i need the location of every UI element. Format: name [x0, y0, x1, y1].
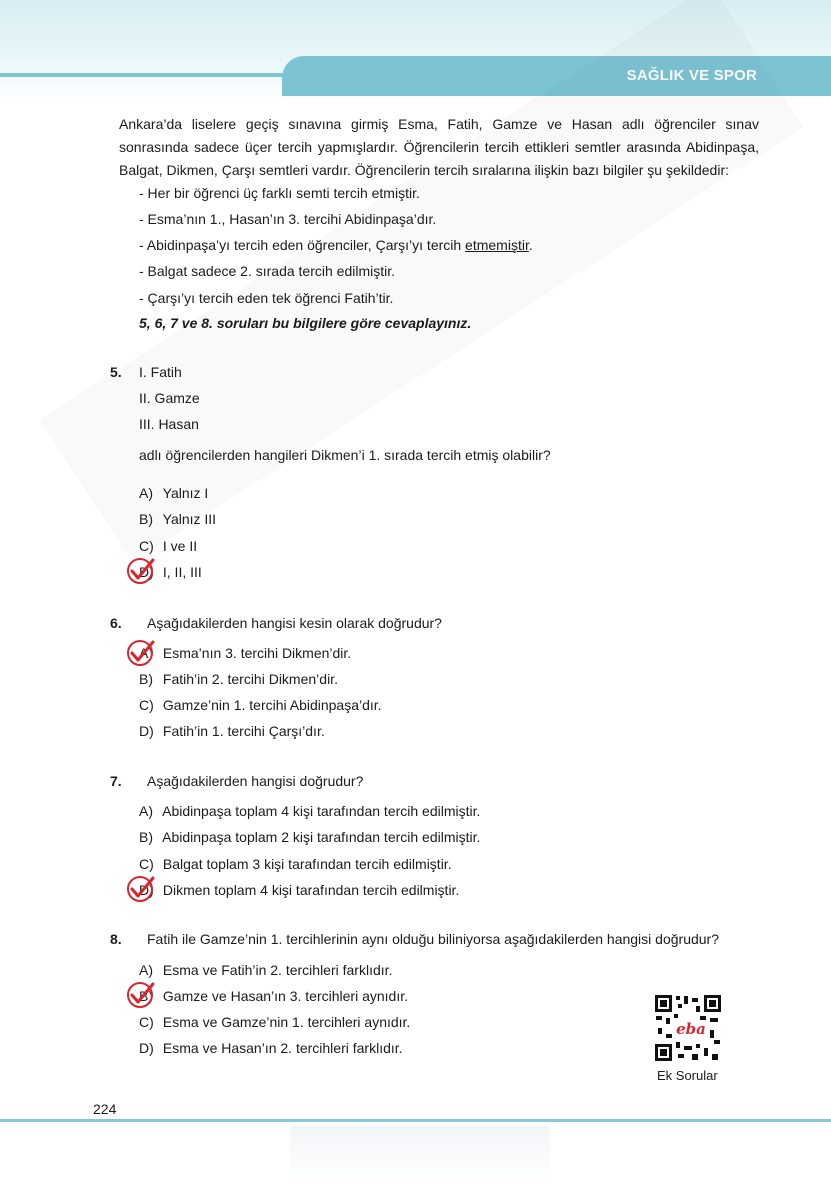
question-5-option-c[interactable]: [139, 538, 197, 554]
question-5-number: 5.: [110, 364, 122, 380]
option-letter: B): [139, 829, 153, 845]
checkmark-icon: [126, 556, 156, 586]
qr-logo-text: eba: [676, 1020, 706, 1038]
checkmark-icon: [126, 980, 156, 1010]
clue-4: - Balgat sadece 2. sırada tercih edilmiştir.: [139, 263, 396, 279]
question-5-statement-3: III. Hasan: [139, 416, 199, 432]
question-8-option-a[interactable]: [139, 962, 392, 978]
question-6-number: 6.: [110, 615, 122, 631]
option-text: Gamze’nin 1. tercihi Abidinpaşa’dır.: [162, 697, 382, 713]
question-5-statement-2: II. Gamze: [139, 390, 200, 406]
question-7-option-a[interactable]: [139, 803, 480, 819]
clue-3-end: .: [528, 237, 533, 253]
option-text: Gamze ve Hasan’ın 3. tercihleri aynıdır.: [162, 988, 408, 1004]
question-6-option-a[interactable]: [139, 645, 351, 661]
question-8-number: 8.: [110, 931, 122, 947]
option-letter: A): [139, 962, 153, 978]
option-text: I ve II: [162, 538, 198, 554]
option-text: Dikmen toplam 4 kişi tarafından tercih edilmiştir.: [162, 882, 460, 898]
option-letter: B): [139, 988, 153, 1004]
option-text: Balgat toplam 3 kişi tarafından tercih edilmiştir.: [162, 856, 452, 872]
option-letter: C): [139, 856, 154, 872]
question-5-statement-1: I. Fatih: [139, 364, 182, 380]
clue-1: - Her bir öğrenci üç farklı semti tercih etmiştir.: [139, 185, 420, 201]
option-text: Fatih’in 1. tercihi Çarşı’dır.: [162, 723, 325, 739]
question-6-option-c[interactable]: [139, 697, 382, 713]
option-text: Esma’nın 3. tercihi Dikmen’dir.: [162, 645, 352, 661]
option-letter: A): [139, 485, 153, 501]
page-number: 224: [93, 1101, 117, 1117]
qr-code[interactable]: [654, 994, 722, 1062]
question-5-text: adlı öğrencilerden hangileri Dikmen’i 1. sırada tercih etmiş olabilir?: [139, 447, 551, 463]
option-text: I, II, III: [162, 564, 202, 580]
option-text: Esma ve Fatih’in 2. tercihleri farklıdır.: [162, 962, 393, 978]
option-letter: D): [139, 723, 154, 739]
question-6-text: Aşağıdakilerden hangisi kesin olarak doğrudur?: [147, 615, 442, 631]
question-7-number: 7.: [110, 773, 122, 789]
option-letter: C): [139, 538, 154, 554]
question-5-option-a[interactable]: [139, 485, 208, 501]
option-letter: D): [139, 564, 154, 580]
checkmark-icon: [126, 638, 156, 668]
question-7-option-b[interactable]: [139, 829, 480, 845]
checkmark-icon: [126, 874, 156, 904]
question-7-option-d[interactable]: [139, 882, 459, 898]
option-text: Fatih’in 2. tercihi Dikmen’dir.: [162, 671, 338, 687]
question-6-option-d[interactable]: [139, 723, 325, 739]
footer-decoration: [290, 1126, 550, 1184]
clue-3-underlined: etmemiştir: [465, 237, 529, 253]
option-letter: B): [139, 671, 153, 687]
clue-5: - Çarşı’yı tercih eden tek öğrenci Fatih’tir.: [139, 290, 394, 306]
question-8-option-d[interactable]: [139, 1040, 403, 1056]
option-text: Esma ve Gamze’nin 1. tercihleri aynıdır.: [162, 1014, 411, 1030]
question-5-option-b[interactable]: [139, 511, 216, 527]
question-8-option-c[interactable]: [139, 1014, 410, 1030]
option-letter: A): [139, 803, 153, 819]
option-text: Abidinpaşa toplam 4 kişi tarafından tercih edilmiştir.: [162, 803, 481, 819]
option-text: Yalnız I: [162, 485, 209, 501]
option-letter: D): [139, 882, 154, 898]
option-letter: D): [139, 1040, 154, 1056]
qr-caption: Ek Sorular: [657, 1068, 718, 1083]
question-6-option-b[interactable]: [139, 671, 338, 687]
option-letter: A): [139, 645, 153, 661]
option-text: Yalnız III: [162, 511, 217, 527]
question-7-option-c[interactable]: [139, 856, 452, 872]
question-7-text: Aşağıdakilerden hangisi doğrudur?: [147, 773, 364, 789]
instruction-text: 5, 6, 7 ve 8. soruları bu bilgilere göre cevaplayınız.: [139, 315, 472, 331]
option-text: Abidinpaşa toplam 2 kişi tarafından tercih edilmiştir.: [162, 829, 481, 845]
clue-2: - Esma’nın 1., Hasan’ın 3. tercihi Abidinpaşa’dır.: [139, 211, 437, 227]
section-title: SAĞLIK VE SPOR: [626, 67, 757, 84]
intro-text: Ankara’da liselere geçiş sınavına girmiş Esma, Fatih, Gamze ve Hasan adlı öğrenciler sınav sonrasında sadece üçer tercih yapmışlardır. Öğrencilerin tercih ettikleri semtler arasında Abidinpaşa, Balgat, Dikmen, Çarşı semtleri vardır. Öğrencilerin tercih sıralarına ilişkin bazı bilgiler şu şekildedir:: [119, 116, 759, 178]
option-letter: B): [139, 511, 153, 527]
question-8-option-b[interactable]: [139, 988, 408, 1004]
option-text: Esma ve Hasan’ın 2. tercihleri farklıdır.: [162, 1040, 403, 1056]
footer-rule: [0, 1119, 831, 1122]
option-letter: C): [139, 697, 154, 713]
clue-3: [139, 237, 533, 253]
question-8-text: Fatih ile Gamze’nin 1. tercihlerinin aynı olduğu biliniyorsa aşağıdakilerden hangisi doğrudur?: [147, 931, 719, 947]
intro-paragraph: [119, 113, 759, 182]
qr-code-icon: [654, 994, 722, 1062]
header-rule: [0, 73, 290, 77]
clue-3-text: - Abidinpaşa’yı tercih eden öğrenciler, Çarşı’yı tercih: [139, 237, 466, 253]
option-letter: C): [139, 1014, 154, 1030]
